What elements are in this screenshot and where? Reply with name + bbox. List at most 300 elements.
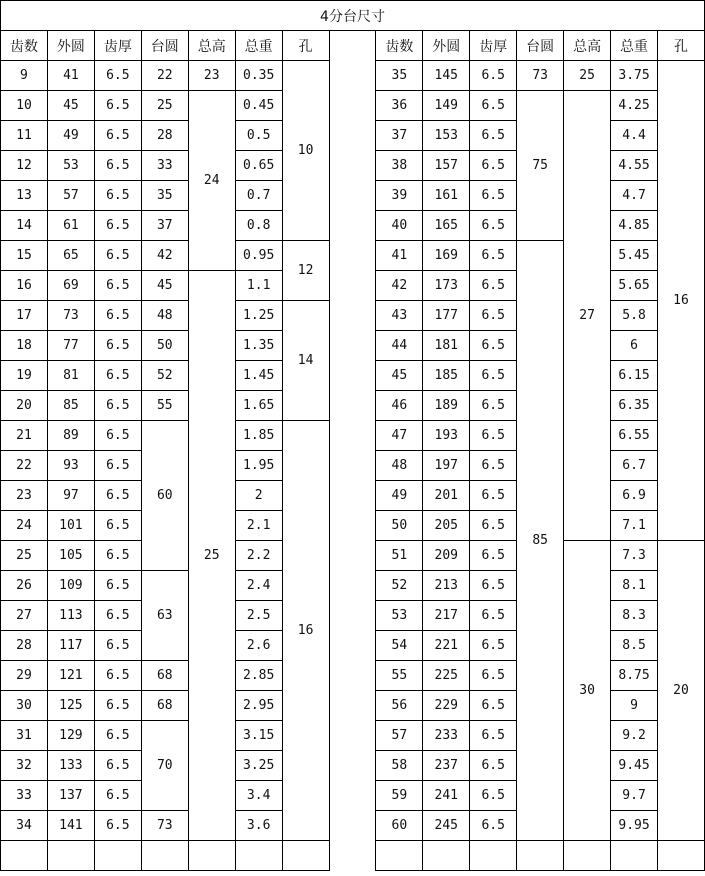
total-weight-cell: 1.65	[235, 391, 282, 421]
platform-diameter-cell: 60	[141, 421, 188, 571]
total-weight-cell: 0.45	[235, 91, 282, 121]
empty-cell	[47, 841, 94, 871]
outer-diameter-cell: 213	[423, 571, 470, 601]
column-header-right-5: 总高	[564, 31, 611, 61]
gap-cell	[329, 331, 376, 361]
tooth-thickness-cell: 6.5	[94, 691, 141, 721]
teeth-cell: 55	[376, 661, 423, 691]
bore-cell: 20	[658, 541, 705, 841]
total-height-cell: 27	[564, 91, 611, 541]
total-height-cell: 30	[564, 541, 611, 841]
tooth-thickness-cell: 6.5	[94, 601, 141, 631]
teeth-cell: 20	[1, 391, 48, 421]
teeth-cell: 60	[376, 811, 423, 841]
outer-diameter-cell: 229	[423, 691, 470, 721]
teeth-cell: 9	[1, 61, 48, 91]
bore-cell: 16	[658, 61, 705, 541]
tooth-thickness-cell: 6.5	[470, 301, 517, 331]
teeth-cell: 41	[376, 241, 423, 271]
teeth-cell: 27	[1, 601, 48, 631]
tooth-thickness-cell: 6.5	[470, 631, 517, 661]
outer-diameter-cell: 201	[423, 481, 470, 511]
bore-cell: 16	[282, 421, 329, 841]
teeth-cell: 43	[376, 301, 423, 331]
platform-diameter-cell: 73	[517, 61, 564, 91]
tooth-thickness-cell: 6.5	[470, 691, 517, 721]
teeth-cell: 39	[376, 181, 423, 211]
total-weight-cell: 3.6	[235, 811, 282, 841]
outer-diameter-cell: 101	[47, 511, 94, 541]
teeth-cell: 35	[376, 61, 423, 91]
teeth-cell: 19	[1, 361, 48, 391]
tooth-thickness-cell: 6.5	[470, 661, 517, 691]
outer-diameter-cell: 53	[47, 151, 94, 181]
teeth-cell: 58	[376, 751, 423, 781]
total-weight-cell: 2.5	[235, 601, 282, 631]
outer-diameter-cell: 189	[423, 391, 470, 421]
gap-cell	[329, 451, 376, 481]
empty-cell	[517, 841, 564, 871]
tooth-thickness-cell: 6.5	[470, 421, 517, 451]
gap-cell	[329, 91, 376, 121]
table-row	[1, 91, 705, 121]
teeth-cell: 18	[1, 331, 48, 361]
tooth-thickness-cell: 6.5	[94, 121, 141, 151]
total-weight-cell: 2.2	[235, 541, 282, 571]
total-weight-cell: 8.1	[611, 571, 658, 601]
teeth-cell: 38	[376, 151, 423, 181]
teeth-cell: 40	[376, 211, 423, 241]
tooth-thickness-cell: 6.5	[94, 781, 141, 811]
total-weight-cell: 9.45	[611, 751, 658, 781]
gap-cell	[329, 361, 376, 391]
tooth-thickness-cell: 6.5	[94, 211, 141, 241]
tooth-thickness-cell: 6.5	[470, 751, 517, 781]
tooth-thickness-cell: 6.5	[94, 91, 141, 121]
teeth-cell: 15	[1, 241, 48, 271]
tooth-thickness-cell: 6.5	[470, 61, 517, 91]
platform-diameter-cell: 73	[141, 811, 188, 841]
total-weight-cell: 6	[611, 331, 658, 361]
platform-diameter-cell: 68	[141, 661, 188, 691]
empty-cell	[329, 841, 376, 871]
total-weight-cell: 5.45	[611, 241, 658, 271]
teeth-cell: 54	[376, 631, 423, 661]
gap-cell	[329, 511, 376, 541]
tooth-thickness-cell: 6.5	[94, 61, 141, 91]
total-weight-cell: 8.3	[611, 601, 658, 631]
total-weight-cell: 0.8	[235, 211, 282, 241]
outer-diameter-cell: 149	[423, 91, 470, 121]
outer-diameter-cell: 129	[47, 721, 94, 751]
outer-diameter-cell: 61	[47, 211, 94, 241]
outer-diameter-cell: 173	[423, 271, 470, 301]
empty-cell	[611, 841, 658, 871]
outer-diameter-cell: 125	[47, 691, 94, 721]
teeth-cell: 25	[1, 541, 48, 571]
column-header-left-4: 台圆	[141, 31, 188, 61]
total-weight-cell: 5.65	[611, 271, 658, 301]
gap-cell	[329, 691, 376, 721]
total-height-cell: 25	[564, 61, 611, 91]
outer-diameter-cell: 241	[423, 781, 470, 811]
outer-diameter-cell: 237	[423, 751, 470, 781]
gap-cell	[329, 481, 376, 511]
total-weight-cell: 2.1	[235, 511, 282, 541]
outer-diameter-cell: 217	[423, 601, 470, 631]
tooth-thickness-cell: 6.5	[94, 661, 141, 691]
tooth-thickness-cell: 6.5	[94, 241, 141, 271]
outer-diameter-cell: 109	[47, 571, 94, 601]
teeth-cell: 48	[376, 451, 423, 481]
platform-diameter-cell: 70	[141, 721, 188, 811]
platform-diameter-cell: 75	[517, 91, 564, 241]
bore-cell: 10	[282, 61, 329, 241]
total-weight-cell: 8.5	[611, 631, 658, 661]
empty-cell	[94, 841, 141, 871]
empty-cell	[188, 841, 235, 871]
outer-diameter-cell: 233	[423, 721, 470, 751]
outer-diameter-cell: 221	[423, 631, 470, 661]
tooth-thickness-cell: 6.5	[94, 631, 141, 661]
platform-diameter-cell: 22	[141, 61, 188, 91]
total-height-cell: 23	[188, 61, 235, 91]
total-weight-cell: 2.4	[235, 571, 282, 601]
tooth-thickness-cell: 6.5	[470, 91, 517, 121]
tooth-thickness-cell: 6.5	[94, 331, 141, 361]
total-weight-cell: 0.7	[235, 181, 282, 211]
outer-diameter-cell: 181	[423, 331, 470, 361]
tooth-thickness-cell: 6.5	[470, 241, 517, 271]
tooth-thickness-cell: 6.5	[470, 601, 517, 631]
outer-diameter-cell: 137	[47, 781, 94, 811]
gap-cell	[329, 541, 376, 571]
gap-cell	[329, 241, 376, 271]
table-row	[1, 541, 705, 571]
outer-diameter-cell: 225	[423, 661, 470, 691]
teeth-cell: 33	[1, 781, 48, 811]
tooth-thickness-cell: 6.5	[94, 481, 141, 511]
total-weight-cell: 4.4	[611, 121, 658, 151]
teeth-cell: 37	[376, 121, 423, 151]
tooth-thickness-cell: 6.5	[470, 481, 517, 511]
total-weight-cell: 7.3	[611, 541, 658, 571]
tooth-thickness-cell: 6.5	[94, 541, 141, 571]
tooth-thickness-cell: 6.5	[470, 811, 517, 841]
title-row	[1, 1, 705, 31]
total-weight-cell: 0.65	[235, 151, 282, 181]
tooth-thickness-cell: 6.5	[470, 181, 517, 211]
outer-diameter-cell: 177	[423, 301, 470, 331]
table-body	[1, 1, 705, 871]
column-header-right-2: 外圆	[423, 31, 470, 61]
teeth-cell: 10	[1, 91, 48, 121]
outer-diameter-cell: 85	[47, 391, 94, 421]
outer-diameter-cell: 57	[47, 181, 94, 211]
total-weight-cell: 3.15	[235, 721, 282, 751]
gap-cell	[329, 781, 376, 811]
column-header-right-7: 孔	[658, 31, 705, 61]
platform-diameter-cell: 55	[141, 391, 188, 421]
outer-diameter-cell: 45	[47, 91, 94, 121]
total-weight-cell: 4.25	[611, 91, 658, 121]
platform-diameter-cell: 42	[141, 241, 188, 271]
total-weight-cell: 6.55	[611, 421, 658, 451]
teeth-cell: 28	[1, 631, 48, 661]
teeth-cell: 22	[1, 451, 48, 481]
platform-diameter-cell: 85	[517, 241, 564, 841]
teeth-cell: 26	[1, 571, 48, 601]
teeth-cell: 24	[1, 511, 48, 541]
teeth-cell: 51	[376, 541, 423, 571]
bore-cell: 14	[282, 301, 329, 421]
teeth-cell: 13	[1, 181, 48, 211]
empty-row	[1, 841, 705, 871]
empty-cell	[282, 841, 329, 871]
outer-diameter-cell: 65	[47, 241, 94, 271]
teeth-cell: 49	[376, 481, 423, 511]
column-header-right-4: 台圆	[517, 31, 564, 61]
teeth-cell: 12	[1, 151, 48, 181]
gap-cell	[329, 661, 376, 691]
empty-cell	[658, 841, 705, 871]
total-weight-cell: 1.35	[235, 331, 282, 361]
header-row	[1, 31, 705, 61]
total-weight-cell: 8.75	[611, 661, 658, 691]
teeth-cell: 56	[376, 691, 423, 721]
total-weight-cell: 9.95	[611, 811, 658, 841]
total-weight-cell: 1.95	[235, 451, 282, 481]
bore-cell: 12	[282, 241, 329, 301]
gap-cell	[329, 421, 376, 451]
gap-cell	[329, 61, 376, 91]
total-height-cell: 25	[188, 271, 235, 841]
teeth-cell: 36	[376, 91, 423, 121]
total-weight-cell: 5.8	[611, 301, 658, 331]
tooth-thickness-cell: 6.5	[470, 781, 517, 811]
outer-diameter-cell: 157	[423, 151, 470, 181]
tooth-thickness-cell: 6.5	[94, 451, 141, 481]
gap-cell	[329, 751, 376, 781]
total-weight-cell: 3.4	[235, 781, 282, 811]
teeth-cell: 50	[376, 511, 423, 541]
teeth-cell: 16	[1, 271, 48, 301]
total-weight-cell: 6.7	[611, 451, 658, 481]
gap-cell	[329, 811, 376, 841]
outer-diameter-cell: 209	[423, 541, 470, 571]
tooth-thickness-cell: 6.5	[94, 151, 141, 181]
tooth-thickness-cell: 6.5	[94, 751, 141, 781]
platform-diameter-cell: 28	[141, 121, 188, 151]
teeth-cell: 45	[376, 361, 423, 391]
total-height-cell: 24	[188, 91, 235, 271]
tooth-thickness-cell: 6.5	[470, 121, 517, 151]
tooth-thickness-cell: 6.5	[94, 271, 141, 301]
platform-diameter-cell: 63	[141, 571, 188, 661]
gap-cell	[329, 271, 376, 301]
outer-diameter-cell: 113	[47, 601, 94, 631]
column-header-left-1: 齿数	[1, 31, 48, 61]
total-weight-cell: 4.85	[611, 211, 658, 241]
outer-diameter-cell: 105	[47, 541, 94, 571]
total-weight-cell: 6.9	[611, 481, 658, 511]
tooth-thickness-cell: 6.5	[470, 151, 517, 181]
tooth-thickness-cell: 6.5	[470, 361, 517, 391]
tooth-thickness-cell: 6.5	[94, 181, 141, 211]
column-header-left-6: 总重	[235, 31, 282, 61]
total-weight-cell: 9	[611, 691, 658, 721]
outer-diameter-cell: 169	[423, 241, 470, 271]
tooth-thickness-cell: 6.5	[94, 721, 141, 751]
outer-diameter-cell: 133	[47, 751, 94, 781]
outer-diameter-cell: 165	[423, 211, 470, 241]
tooth-thickness-cell: 6.5	[94, 421, 141, 451]
total-weight-cell: 9.2	[611, 721, 658, 751]
gap-cell	[329, 391, 376, 421]
gap-cell	[329, 721, 376, 751]
table-row	[1, 61, 705, 91]
total-weight-cell: 1.85	[235, 421, 282, 451]
outer-diameter-cell: 97	[47, 481, 94, 511]
column-header-left-2: 外圆	[47, 31, 94, 61]
total-weight-cell: 4.55	[611, 151, 658, 181]
platform-diameter-cell: 48	[141, 301, 188, 331]
outer-diameter-cell: 193	[423, 421, 470, 451]
gap-cell	[329, 601, 376, 631]
outer-diameter-cell: 49	[47, 121, 94, 151]
total-weight-cell: 2.95	[235, 691, 282, 721]
teeth-cell: 29	[1, 661, 48, 691]
tooth-thickness-cell: 6.5	[470, 571, 517, 601]
outer-diameter-cell: 153	[423, 121, 470, 151]
total-weight-cell: 2	[235, 481, 282, 511]
empty-cell	[470, 841, 517, 871]
total-weight-cell: 1.45	[235, 361, 282, 391]
platform-diameter-cell: 45	[141, 271, 188, 301]
outer-diameter-cell: 81	[47, 361, 94, 391]
outer-diameter-cell: 245	[423, 811, 470, 841]
empty-cell	[235, 841, 282, 871]
total-weight-cell: 6.15	[611, 361, 658, 391]
total-weight-cell: 2.85	[235, 661, 282, 691]
gap-cell	[329, 301, 376, 331]
teeth-cell: 57	[376, 721, 423, 751]
outer-diameter-cell: 161	[423, 181, 470, 211]
teeth-cell: 47	[376, 421, 423, 451]
total-weight-cell: 4.7	[611, 181, 658, 211]
teeth-cell: 44	[376, 331, 423, 361]
outer-diameter-cell: 41	[47, 61, 94, 91]
column-header-right-6: 总重	[611, 31, 658, 61]
empty-cell	[376, 841, 423, 871]
gap-cell	[329, 121, 376, 151]
total-weight-cell: 1.25	[235, 301, 282, 331]
column-header-left-7: 孔	[282, 31, 329, 61]
gap-cell	[329, 181, 376, 211]
tooth-thickness-cell: 6.5	[470, 541, 517, 571]
outer-diameter-cell: 145	[423, 61, 470, 91]
teeth-cell: 14	[1, 211, 48, 241]
gap-cell	[329, 151, 376, 181]
outer-diameter-cell: 185	[423, 361, 470, 391]
teeth-cell: 59	[376, 781, 423, 811]
outer-diameter-cell: 117	[47, 631, 94, 661]
outer-diameter-cell: 73	[47, 301, 94, 331]
teeth-cell: 34	[1, 811, 48, 841]
tooth-thickness-cell: 6.5	[470, 271, 517, 301]
total-weight-cell: 0.5	[235, 121, 282, 151]
teeth-cell: 30	[1, 691, 48, 721]
total-weight-cell: 0.95	[235, 241, 282, 271]
outer-diameter-cell: 89	[47, 421, 94, 451]
teeth-cell: 32	[1, 751, 48, 781]
platform-diameter-cell: 52	[141, 361, 188, 391]
gap-cell	[329, 31, 376, 61]
empty-cell	[1, 841, 48, 871]
platform-diameter-cell: 25	[141, 91, 188, 121]
outer-diameter-cell: 77	[47, 331, 94, 361]
column-header-right-1: 齿数	[376, 31, 423, 61]
teeth-cell: 53	[376, 601, 423, 631]
teeth-cell: 11	[1, 121, 48, 151]
total-weight-cell: 2.6	[235, 631, 282, 661]
teeth-cell: 52	[376, 571, 423, 601]
total-weight-cell: 0.35	[235, 61, 282, 91]
column-header-right-3: 齿厚	[470, 31, 517, 61]
tooth-thickness-cell: 6.5	[470, 391, 517, 421]
gap-cell	[329, 571, 376, 601]
total-weight-cell: 3.75	[611, 61, 658, 91]
teeth-cell: 46	[376, 391, 423, 421]
total-weight-cell: 6.35	[611, 391, 658, 421]
empty-cell	[423, 841, 470, 871]
outer-diameter-cell: 93	[47, 451, 94, 481]
teeth-cell: 17	[1, 301, 48, 331]
outer-diameter-cell: 141	[47, 811, 94, 841]
platform-diameter-cell: 35	[141, 181, 188, 211]
tooth-thickness-cell: 6.5	[470, 451, 517, 481]
column-header-left-5: 总高	[188, 31, 235, 61]
tooth-thickness-cell: 6.5	[470, 511, 517, 541]
tooth-thickness-cell: 6.5	[94, 811, 141, 841]
empty-cell	[141, 841, 188, 871]
table-title: 4分台尺寸	[1, 1, 705, 31]
column-header-left-3: 齿厚	[94, 31, 141, 61]
teeth-cell: 42	[376, 271, 423, 301]
tooth-thickness-cell: 6.5	[94, 361, 141, 391]
tooth-thickness-cell: 6.5	[470, 721, 517, 751]
total-weight-cell: 1.1	[235, 271, 282, 301]
gap-cell	[329, 631, 376, 661]
total-weight-cell: 9.7	[611, 781, 658, 811]
tooth-thickness-cell: 6.5	[94, 391, 141, 421]
teeth-cell: 23	[1, 481, 48, 511]
platform-diameter-cell: 37	[141, 211, 188, 241]
teeth-cell: 31	[1, 721, 48, 751]
teeth-cell: 21	[1, 421, 48, 451]
platform-diameter-cell: 68	[141, 691, 188, 721]
tooth-thickness-cell: 6.5	[94, 511, 141, 541]
total-weight-cell: 3.25	[235, 751, 282, 781]
platform-diameter-cell: 33	[141, 151, 188, 181]
gap-cell	[329, 211, 376, 241]
total-weight-cell: 7.1	[611, 511, 658, 541]
outer-diameter-cell: 205	[423, 511, 470, 541]
outer-diameter-cell: 69	[47, 271, 94, 301]
tooth-thickness-cell: 6.5	[94, 571, 141, 601]
outer-diameter-cell: 121	[47, 661, 94, 691]
tooth-thickness-cell: 6.5	[94, 301, 141, 331]
